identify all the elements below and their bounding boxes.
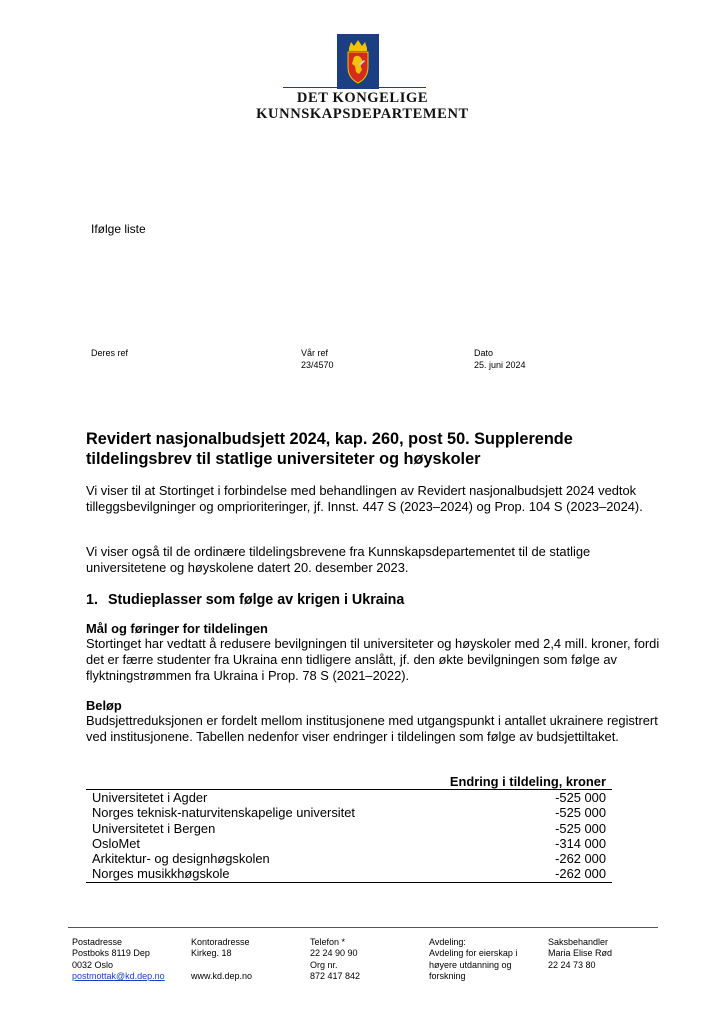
table-row [86, 821, 612, 836]
logo-text-line1: DET KONGELIGE [296, 90, 429, 106]
footer-value: Kirkeg. 18 [191, 948, 232, 959]
institution-name: Norges teknisk-naturvitenskapelige universitet [92, 805, 355, 821]
section-1-heading [86, 592, 404, 608]
table-row [86, 805, 612, 820]
institution-name: Universitetet i Agder [92, 790, 208, 805]
footer-label: Avdeling: [429, 937, 466, 947]
deres-ref-label: Deres ref [91, 348, 129, 358]
section-number: 1. [86, 592, 98, 608]
allocation-amount: -262 000 [514, 866, 612, 882]
institution-name: Arkitektur- og designhøgskolen [92, 851, 270, 867]
section-title: Studieplasser som følge av krigen i Ukraina [108, 592, 405, 608]
dato-value: 25. juni 2024 [474, 360, 526, 370]
email-link[interactable]: postmottak@kd.dep.no [72, 970, 165, 981]
belop-paragraph: Budsjettreduksjonen er fordelt mellom institusjonene med utgangspunkt i antallet ukrainere registrert ved institusjonene. Tabellen nedenfor viser endringer i tildelingen som følge av budsjettiltaket. [86, 713, 658, 744]
intro-paragraph-2: Vi viser også til de ordinære tildelingsbrevene fra Kunnskapsdepartementet til de statlige universitetene og høyskolene datert 20. desember 2023. [86, 544, 591, 575]
subheading-mal: Mål og føringer for tildelingen [86, 621, 268, 636]
table-row [86, 851, 612, 866]
website-text: www.kd.dep.no [191, 970, 253, 981]
footer-value: forskning [429, 970, 466, 981]
footer-value: 872 417 842 [310, 970, 361, 981]
footer-value: høyere utdanning og [429, 959, 512, 970]
var-ref-label: Vår ref [301, 348, 329, 358]
table-row [86, 866, 612, 882]
intro-paragraph-1: Vi viser til at Stortinget i forbindelse med behandlingen av Revidert nasjonalbudsjett 2024 vedtok tilleggsbevilgninger og omprioriteringer, jf. Innst. 447 S (2023–2024) og Prop. 104 S (2023–2024). [86, 483, 643, 514]
allocation-amount: -314 000 [555, 835, 606, 851]
footer-saksbehandler [548, 937, 612, 971]
allocation-table [86, 774, 612, 883]
footer-kontoradresse [191, 937, 252, 982]
footer-value: Maria Elise Rød [548, 948, 613, 959]
logo-rule [283, 87, 426, 88]
institution-name: OsloMet [92, 835, 140, 851]
logo-text-line2: KUNNSKAPSDEPARTEMENT [256, 106, 469, 122]
table-header-row [86, 774, 612, 790]
subheading-belop: Beløp [86, 698, 122, 713]
allocation-amount: -525 000 [555, 820, 606, 836]
footer-spacer [191, 960, 252, 971]
allocation-amount: -525 000 [555, 805, 606, 821]
footer-label: Postadresse [72, 937, 123, 947]
footer-label: Org nr. [310, 959, 338, 970]
mal-paragraph: Stortinget har vedtatt å redusere bevilgningen til universiteter og høyskoler med 2,4 mill. kroner, fordi det er færre studenter fra Ukraina enn tidligere anslått, jf. den økte bevilgningen som følge av flyktningstrømmen fra Ukraina i Prop. 78 S (2021–2022). [86, 636, 660, 683]
footer-postadresse [72, 937, 165, 982]
dato-label: Dato [474, 348, 494, 358]
document-title: Revidert nasjonalbudsjett 2024, kap. 260, post 50. Supplerende tildelingsbrev til statlige universiteter og høyskoler [86, 430, 573, 468]
allocation-amount: -262 000 [555, 851, 606, 867]
footer-label: Kontoradresse [191, 937, 250, 947]
institution-name: Universitetet i Bergen [92, 820, 216, 836]
table-row [86, 790, 612, 806]
footer-label: Saksbehandler [548, 937, 609, 947]
table-column-header: Endring i tildeling, kroner [86, 774, 612, 790]
allocation-amount: -525 000 [555, 790, 606, 805]
footer-value: 22 24 73 80 [548, 959, 596, 970]
footer-value: 22 24 90 90 [310, 948, 358, 959]
recipient: Ifølge liste [91, 222, 146, 236]
var-ref-value: 23/4570 [301, 360, 334, 370]
footer-value: 0032 Oslo [72, 959, 114, 970]
footer-value: Postboks 8119 Dep [72, 948, 150, 959]
coat-of-arms-icon [337, 34, 379, 89]
footer-telefon [310, 937, 360, 982]
footer-divider [68, 927, 658, 928]
footer-avdeling [429, 937, 517, 982]
table-row [86, 836, 612, 851]
footer-label: Telefon * [310, 937, 346, 947]
footer-value: Avdeling for eierskap i [429, 948, 518, 959]
institution-name: Norges musikkhøgskole [86, 866, 514, 882]
